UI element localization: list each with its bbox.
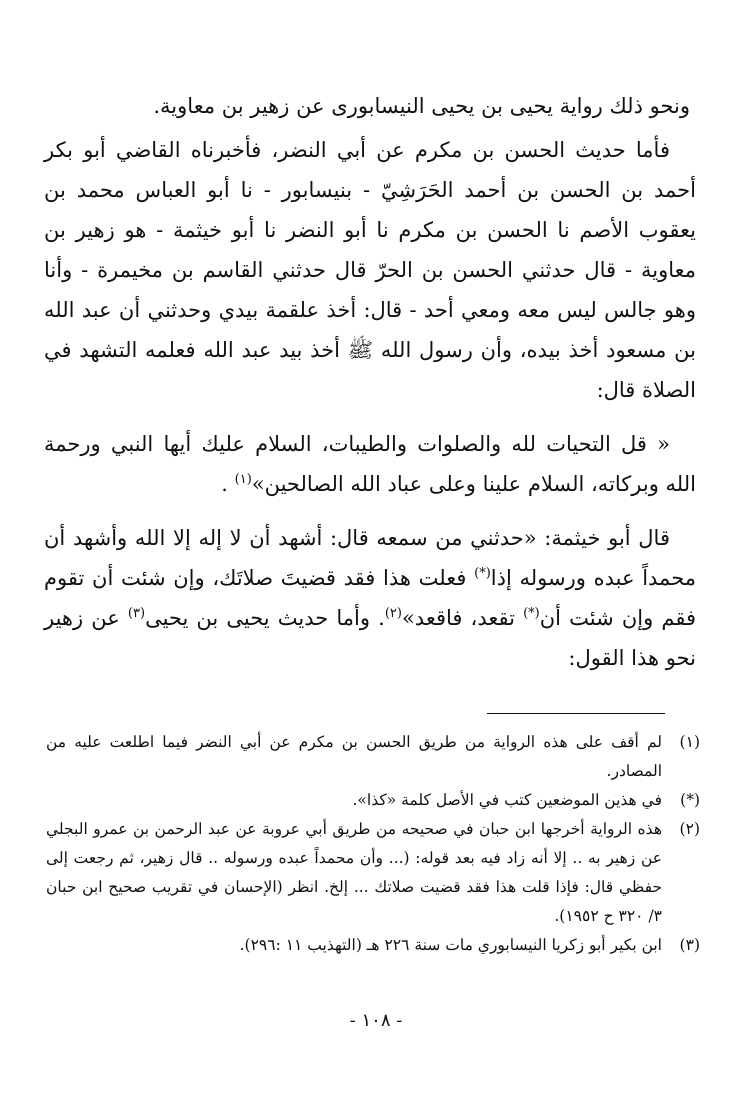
footnote-ref-1: (١) [234, 472, 252, 487]
footnote-text: ابن بكير أبو زكريا النيسابوري مات سنة ٢٢٦ هـ (التهذيب ١١ :٢٩٦). [239, 936, 662, 954]
footnote-ref-3: (٣) [127, 606, 146, 621]
page-number: - ١٠٨ - [349, 1010, 403, 1031]
footnotes [46, 728, 700, 960]
quote-end: . [221, 472, 235, 496]
para3-part-a: قال أبو خيثمة: «حدثني من سمعه قال: أشهد أن لا إله إلا الله وأشهد أن محمداً عبده ورسوله إذا [44, 526, 696, 590]
footnote-number: (٣) [679, 936, 700, 954]
footnote-number: (١) [679, 733, 700, 751]
footnote-text: في هذين الموضعين كتب في الأصل كلمة «كذا». [352, 791, 662, 809]
footnote-divider [487, 713, 665, 714]
footnote-text: لم أقف على هذه الرواية من طريق الحسن بن مكرم عن أبي النضر فيما اطلعت عليه من المصادر. [46, 733, 662, 780]
footnote-number: (*) [680, 791, 700, 809]
footnote-3 [46, 931, 700, 960]
footnote-ref-star-a: (*) [474, 566, 491, 581]
quote-text: « قل التحيات لله والصلوات والطيبات، السلام عليك أيها النبي ورحمة الله وبركاته، السلام علينا وعلى عباد الله الصالحين» [44, 432, 696, 496]
paragraph-abu-khaythama [44, 518, 696, 678]
footnote-star [46, 786, 700, 815]
para3-part-d: . وأما حديث يحيى بن يحيى [145, 606, 385, 630]
paragraph-isnad: فأما حديث الحسن بن مكرم عن أبي النضر، فأخبرناه القاضي أبو بكر أحمد بن الحسن بن أحمد الحَرَشِيّ - بنيسابور - نا أبو العباس محمد بن يعقوب الأصم نا الحسن بن مكرم نا أبو النضر نا أبو خيثمة - هو زهير بن معاوية - قال حدثني الحسن بن الحرّ قال حدثني القاسم بن مخيمرة - وأنا وهو جالس ليس معه ومعي أحد - قال: أخذ علقمة بيدي وحدثني أن عبد الله بن مسعود أخذ بيده، وأن رسول الله ﷺ أخذ بيد عبد الله فعلمه التشهد في الصلاة قال: [44, 138, 696, 402]
footnote-2 [46, 815, 700, 931]
main-text [44, 86, 696, 678]
footnote-number: (٢) [679, 820, 700, 838]
footnote-text: هذه الرواية أخرجها ابن حبان في صحيحه من طريق أبي عروبة عن عبد الرحمن بن عمرو البجلي عن زهير به .. إلا أنه زاد فيه بعد قوله: (... وأن محمداً عبده ورسوله .. قال زهير، ثم رجعت إلى حفظي قال: فإذا قلت هذا فقد قضيت صلاتك ... إلخ. انظر (الإحسان في تقريب صحيح ابن حبان ٣/ ٣٢٠ ح ١٩٥٢). [46, 820, 662, 925]
opening-line: ونحو ذلك رواية يحيى بن يحيى النيسابورى عن زهير بن معاوية. [153, 94, 690, 118]
para3-part-c: تقعد، فاقعد» [401, 606, 524, 630]
para3-part-e: عن زهير نحو هذا القول: [44, 606, 696, 670]
footnote-1 [46, 728, 700, 786]
footnote-ref-2: (٢) [384, 606, 402, 621]
footnote-ref-star-b: (*) [523, 606, 540, 621]
tashahhud-quote [44, 424, 696, 504]
para3-part-b: فعلت هذا فقد قضيتَ صلاتَك، وإن شئت أن تقوم فقم وإن شئت أن [44, 566, 696, 630]
